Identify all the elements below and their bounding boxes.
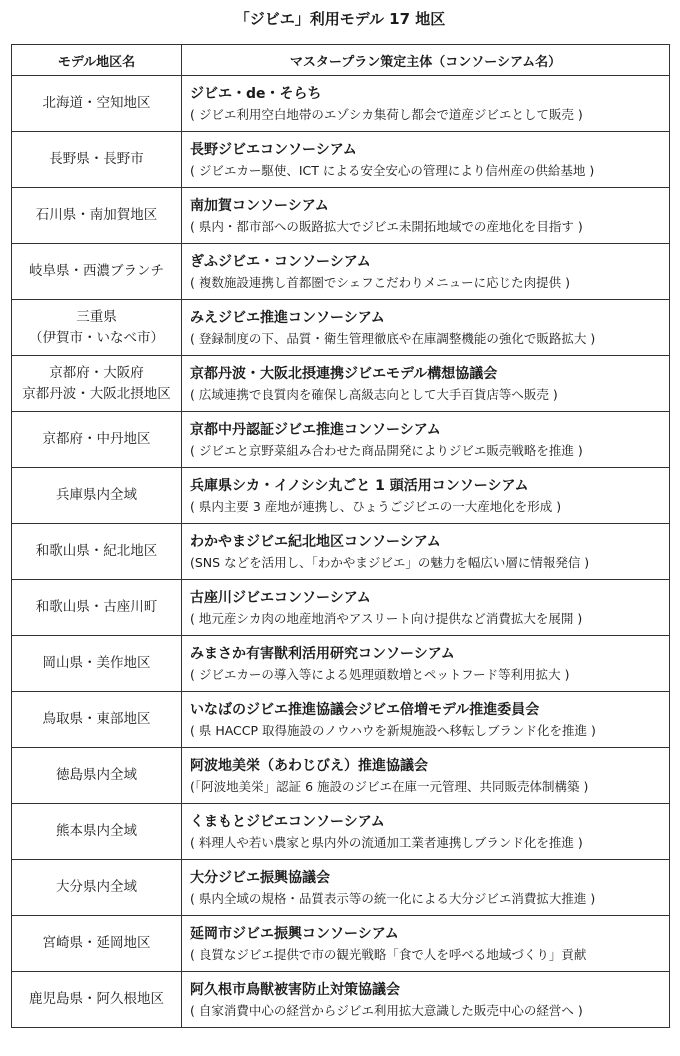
entity-cell — [182, 692, 670, 748]
entity-cell — [182, 916, 670, 972]
table-row — [12, 76, 670, 132]
consortium-name: 大分ジビエ振興協議会 — [190, 869, 330, 886]
table-row — [12, 748, 670, 804]
entity-cell — [182, 132, 670, 188]
region-name: 宮崎県・延岡地区 — [42, 935, 151, 951]
table-row — [12, 524, 670, 580]
consortium-description: ( ジビエ利用空白地帯のエゾシカ集荷し都会で道産ジビエとして販売 ) — [190, 106, 583, 122]
consortium-name: 兵庫県シカ・イノシシ丸ごと 1 頭活用コンソーシアム — [190, 477, 529, 494]
consortium-description: ( ジビエと京野菜組み合わせた商品開発によりジビエ販売戦略を推進 ) — [190, 442, 583, 458]
region-name: 鳥取県・東部地区 — [42, 711, 151, 727]
entity-cell — [182, 804, 670, 860]
consortium-description: ( 県内全域の規格・品質表示等の統一化による大分ジビエ消費拡大推進 ) — [190, 890, 596, 906]
region-name: 大分県内全域 — [56, 879, 137, 895]
region-name: 京都府・大阪府 — [49, 364, 144, 381]
region-cell — [12, 412, 182, 468]
consortium-description: (SNS などを活用し、「わかやまジビエ」の魅力を幅広い層に情報発信 ) — [190, 554, 590, 570]
region-name: （伊賀市・いなべ市） — [29, 329, 164, 346]
region-name: 石川県・南加賀地区 — [35, 207, 158, 223]
entity-cell — [182, 860, 670, 916]
region-cell — [12, 636, 182, 692]
region-cell — [12, 356, 182, 412]
consortium-description: ( 料理人や若い農家と県内外の流通加工業者連携しブランド化を推進 ) — [190, 834, 583, 850]
region-cell — [12, 132, 182, 188]
consortium-name: みえジビエ推進コンソーシアム — [190, 309, 385, 326]
entity-cell — [182, 76, 670, 132]
region-cell — [12, 972, 182, 1028]
region-cell — [12, 860, 182, 916]
region-name: 北海道・空知地区 — [42, 95, 151, 111]
region-name: 岐阜県・西濃ブランチ — [29, 263, 164, 279]
entity-cell — [182, 188, 670, 244]
consortium-description: ( ジビエカー駆使、ICT による安全安心の管理により信州産の供給基地 ) — [190, 162, 595, 178]
region-cell — [12, 468, 182, 524]
table-row — [12, 804, 670, 860]
table-row — [12, 468, 670, 524]
region-name: 京都丹波・大阪北摂地区 — [22, 385, 171, 402]
table-row — [12, 636, 670, 692]
consortium-name: 南加賀コンソーシアム — [190, 197, 329, 214]
table-row — [12, 412, 670, 468]
entity-cell — [182, 636, 670, 692]
entity-cell — [182, 244, 670, 300]
consortium-name: ジビエ・de・そらち — [190, 85, 322, 102]
table-row — [12, 356, 670, 412]
table-row — [12, 692, 670, 748]
entity-cell — [182, 972, 670, 1028]
consortium-name: 阿波地美栄（あわじびえ）推進協議会 — [190, 757, 428, 774]
consortium-description: ( 自家消費中心の経営からジビエ利用拡大意識した販売中心の経営へ ) — [190, 1002, 583, 1018]
consortium-description: ( ジビエカーの導入等による処理頭数増とペットフード等利用拡大 ) — [190, 666, 570, 682]
table-row — [12, 860, 670, 916]
region-cell — [12, 580, 182, 636]
consortium-name: くまもとジビエコンソーシアム — [190, 813, 385, 830]
entity-cell — [182, 412, 670, 468]
region-name: 三重県 — [76, 308, 117, 325]
table-row — [12, 916, 670, 972]
consortium-description: ( 登録制度の下、品質・衛生管理徹底や在庫調整機能の強化で販路拡大 ) — [190, 330, 596, 346]
region-name: 和歌山県・古座川町 — [35, 599, 158, 615]
region-name: 熊本県内全域 — [56, 823, 137, 839]
consortium-name: 京都中丹認証ジビエ推進コンソーシアム — [190, 421, 441, 438]
consortium-name: 古座川ジビエコンソーシアム — [190, 589, 371, 606]
table-body — [12, 76, 670, 1028]
consortium-name: 京都丹波・大阪北摂連携ジビエモデル構想協議会 — [190, 365, 498, 382]
table-row — [12, 580, 670, 636]
model-district-table — [11, 44, 670, 1028]
region-name: 長野県・長野市 — [49, 151, 144, 167]
table-row — [12, 132, 670, 188]
document-title: 「ジビエ」利用モデル 17 地区 — [234, 10, 446, 28]
region-column-header: モデル地区名 — [12, 45, 182, 76]
region-cell — [12, 692, 182, 748]
entity-cell — [182, 748, 670, 804]
region-cell — [12, 188, 182, 244]
consortium-description: ( 広域連携で良質肉を確保し高級志向として大手百貨店等へ販売 ) — [190, 386, 558, 402]
consortium-name: 阿久根市鳥獣被害防止対策協議会 — [190, 981, 400, 998]
region-cell — [12, 524, 182, 580]
consortium-description: ( 地元産シカ肉の地産地消やアスリート向け提供など消費拡大を展開 ) — [190, 610, 583, 626]
entity-column-header: マスタープラン策定主体（コンソーシアム名） — [182, 45, 670, 76]
region-cell — [12, 748, 182, 804]
consortium-description: ( 県内主要 3 産地が連携し、ひょうごジビエの一大産地化を形成 ) — [190, 498, 562, 514]
region-name: 和歌山県・紀北地区 — [35, 543, 158, 559]
entity-cell — [182, 580, 670, 636]
consortium-name: ぎふジビエ・コンソーシアム — [190, 253, 371, 270]
region-cell — [12, 76, 182, 132]
table-row — [12, 972, 670, 1028]
consortium-description: ( 県内・都市部への販路拡大でジビエ未開拓地域での産地化を目指す ) — [190, 218, 583, 234]
region-name: 鹿児島県・阿久根地区 — [29, 991, 164, 1007]
region-cell — [12, 300, 182, 356]
consortium-name: いなばのジビエ推進協議会ジビエ倍増モデル推進委員会 — [190, 701, 540, 718]
entity-cell — [182, 468, 670, 524]
region-cell — [12, 916, 182, 972]
entity-cell — [182, 300, 670, 356]
consortium-name: わかやまジビエ紀北地区コンソーシアム — [190, 533, 441, 550]
consortium-description: ( 県 HACCP 取得施設のノウハウを新規施設へ移転しブランド化を推進 ) — [190, 722, 596, 738]
region-name: 京都府・中丹地区 — [42, 431, 151, 447]
consortium-name: 延岡市ジビエ振興コンソーシアム — [190, 925, 399, 942]
entity-cell — [182, 356, 670, 412]
table-row — [12, 300, 670, 356]
table-header-row — [12, 45, 670, 76]
region-name: 岡山県・美作地区 — [42, 655, 151, 671]
consortium-description: ( 複数施設連携し首都圏でシェフこだわりメニューに応じた肉提供 ) — [190, 274, 570, 290]
region-name: 徳島県内全域 — [56, 767, 137, 783]
consortium-description: ( 良質なジビエ提供で市の観光戦略「食で人を呼べる地域づくり」貢献 — [190, 946, 587, 962]
consortium-name: 長野ジビエコンソーシアム — [190, 141, 357, 158]
region-name: 兵庫県内全域 — [56, 487, 137, 503]
consortium-description: (「阿波地美栄」認証 6 施設のジビエ在庫一元管理、共同販売体制構築 ) — [190, 778, 589, 794]
region-cell — [12, 804, 182, 860]
table-row — [12, 188, 670, 244]
table-row — [12, 244, 670, 300]
consortium-name: みまさか有害獣利活用研究コンソーシアム — [190, 645, 455, 662]
region-cell — [12, 244, 182, 300]
entity-cell — [182, 524, 670, 580]
